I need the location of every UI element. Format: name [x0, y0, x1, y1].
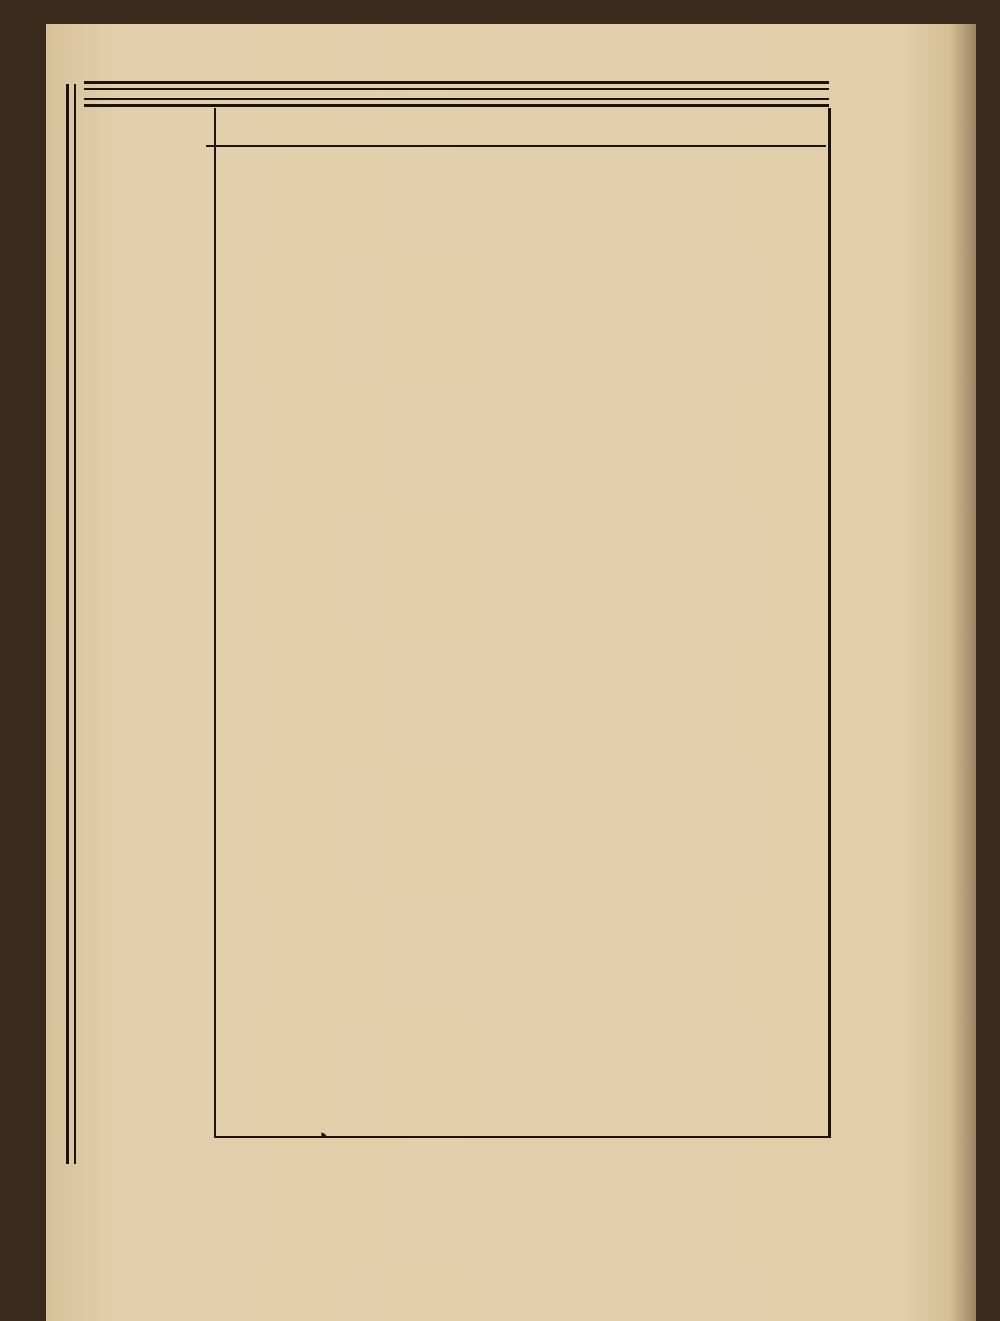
page-edge-shadow [950, 24, 976, 1321]
signature-mark: ‣ [319, 1128, 329, 1145]
header-rule [206, 145, 826, 147]
book-page [46, 24, 976, 1321]
top-ornament-band [84, 80, 829, 108]
outer-left-rule [66, 84, 69, 1164]
inner-left-rule [214, 108, 216, 1138]
right-rule [828, 108, 831, 1138]
bottom-rule [214, 1136, 830, 1138]
outer-left-rule-inner [74, 84, 76, 1164]
bottom-ornament-band [84, 1164, 824, 1206]
